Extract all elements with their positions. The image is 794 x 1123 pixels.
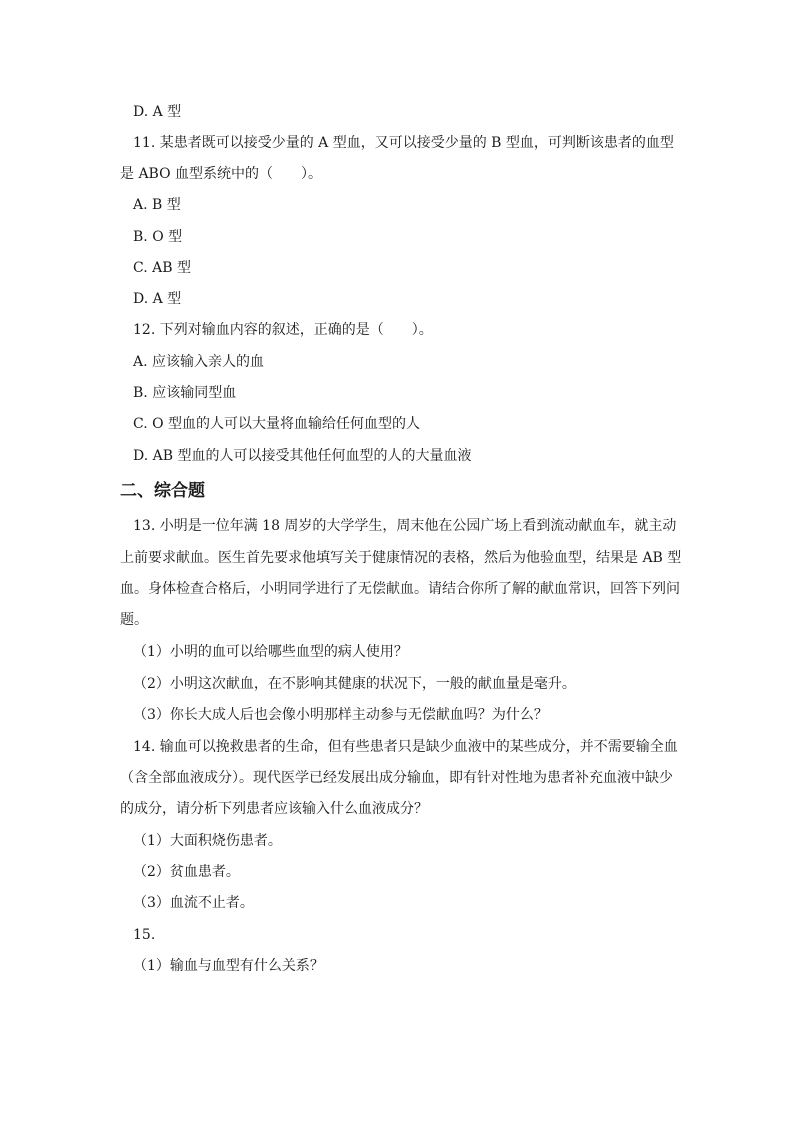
q14-stem-line1: 14. 输血可以挽救患者的生命，但有些患者只是缺少血液中的某些成分，并不需要输全血 bbox=[133, 739, 678, 755]
q13-stem-line2: 上前要求献血。医生首先要求他填写关于健康情况的表格，然后为他验血型，结果是 AB 型 bbox=[120, 550, 682, 566]
q14-sub3: （3）血流不止者。 bbox=[133, 895, 254, 911]
q13-stem-line3: 血。身体检查合格后，小明同学进行了无偿献血。请结合你所了解的献血常识，回答下列问 bbox=[120, 581, 680, 597]
q15-sub1: （1）输血与血型有什么关系？ bbox=[133, 958, 324, 974]
q12-option-d: D. AB 型血的人可以接受其他任何血型的人的大量血液 bbox=[133, 448, 472, 464]
q15-stem: 15. bbox=[133, 927, 156, 943]
q14-sub2: （2）贫血患者。 bbox=[133, 864, 240, 880]
q13-sub1: （1）小明的血可以给哪些血型的病人使用？ bbox=[133, 644, 408, 660]
q12-option-b: B. 应该输同型血 bbox=[133, 385, 237, 401]
q11-option-b: B. O 型 bbox=[133, 229, 183, 245]
q13-sub3: （3）你长大成人后也会像小明那样主动参与无偿献血吗？为什么？ bbox=[133, 707, 548, 723]
q13-stem-line4: 题。 bbox=[120, 612, 148, 628]
q14-sub1: （1）大面积烧伤患者。 bbox=[133, 833, 282, 849]
q11-option-d: D. A 型 bbox=[133, 291, 182, 307]
q11-option-c: C. AB 型 bbox=[133, 260, 191, 276]
q13-stem-line1: 13. 小明是一位年满 18 周岁的大学学生，周末他在公园广场上看到流动献血车，就主动 bbox=[133, 518, 677, 534]
q12-option-a: A. 应该输入亲人的血 bbox=[133, 354, 265, 370]
section-title: 二、综合题 bbox=[120, 481, 205, 501]
q14-stem-line3: 的成分，请分析下列患者应该输入什么血液成分？ bbox=[120, 801, 428, 817]
q10-option-d: D. A 型 bbox=[133, 104, 182, 120]
q11-stem-line1: 11. 某患者既可以接受少量的 A 型血，又可以接受少量的 B 型血，可判断该患者的血型 bbox=[133, 135, 674, 151]
q12-option-c: C. O 型血的人可以大量将血输给任何血型的人 bbox=[133, 416, 421, 432]
q13-sub2: （2）小明这次献血，在不影响其健康的状况下，一般的献血量是毫升。 bbox=[133, 676, 576, 692]
q14-stem-line2: （含全部血液成分）。现代医学已经发展出成分输血，即有针对性地为患者补充血液中缺少 bbox=[120, 770, 673, 786]
q12-stem: 12. 下列对输血内容的叙述，正确的是（ ）。 bbox=[133, 322, 433, 338]
q11-stem-line2: 是 ABO 血型系统中的（ ）。 bbox=[120, 166, 323, 182]
q11-option-a: A. B 型 bbox=[133, 197, 181, 213]
